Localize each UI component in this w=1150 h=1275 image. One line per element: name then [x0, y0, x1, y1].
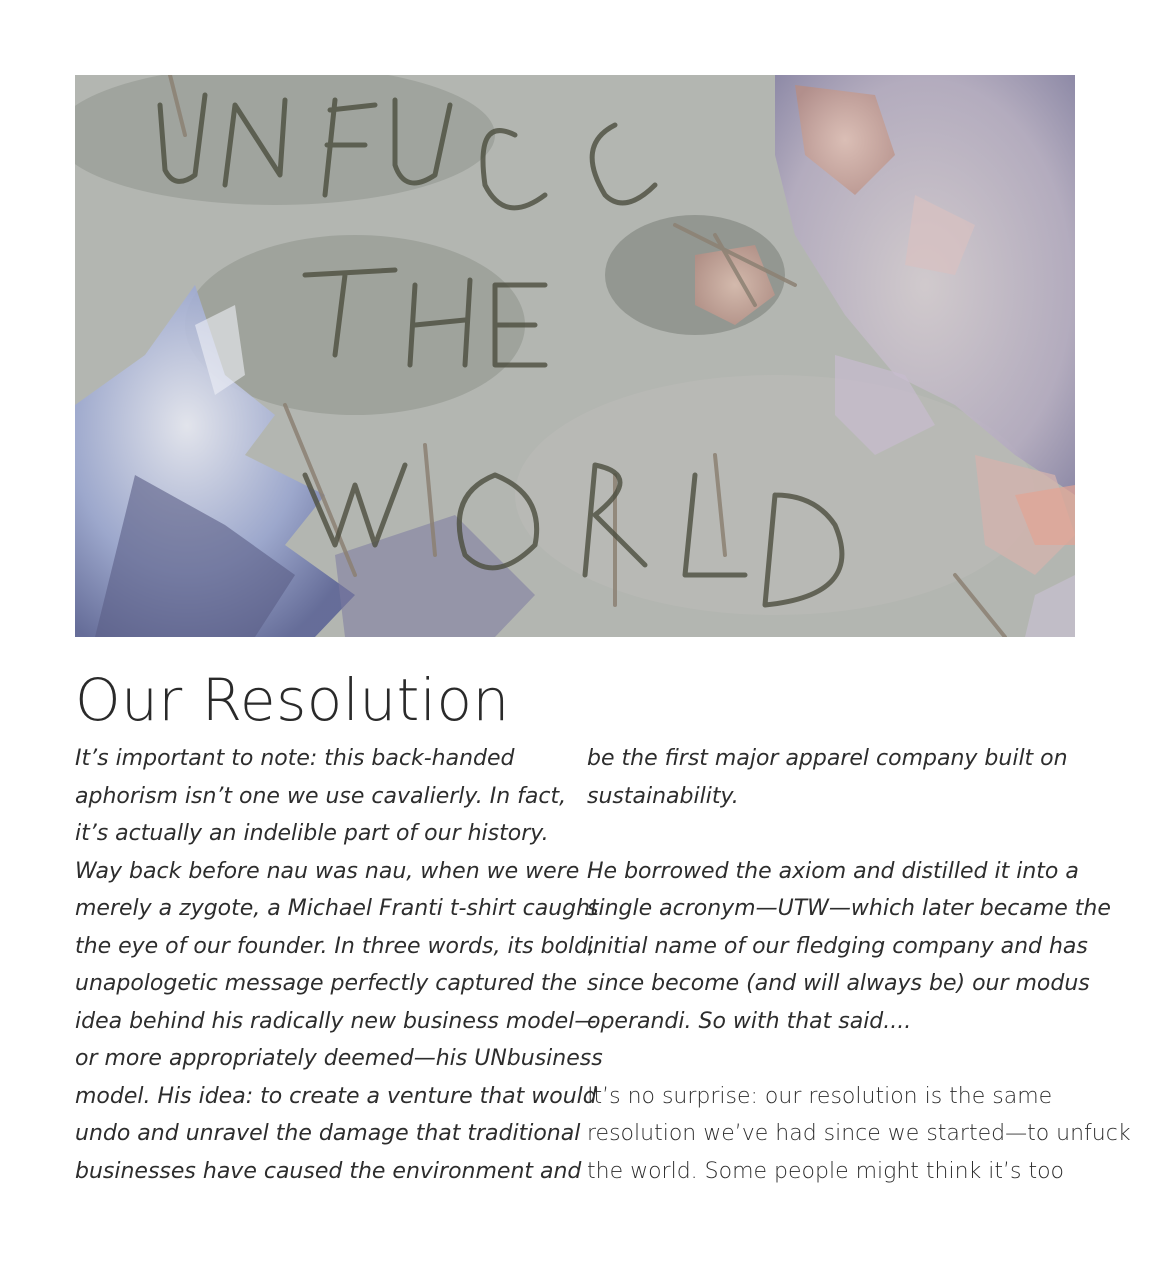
- paragraph-line: initial name of our fledging company and has: [587, 933, 1088, 959]
- paragraph-line: it’s actually an indelible part of our history.: [75, 821, 549, 846]
- paragraph-line: sustainability.: [587, 783, 739, 809]
- paragraph-line: merely a zygote, a Michael Franti t-shirt caught: [75, 896, 599, 921]
- paragraph-line: model. His idea: to create a venture that would: [75, 1083, 597, 1109]
- mud-writing-photo: [75, 75, 1075, 637]
- paragraph-line: businesses have caused the environment and: [75, 1158, 582, 1184]
- paragraph-resolution: [587, 1078, 1131, 1191]
- paragraph-line: the world. Some people might think it’s too: [587, 1158, 1065, 1184]
- article-column-right: [587, 740, 1131, 1190]
- paragraph-line: Way back before nau was nau, when we were: [75, 858, 580, 884]
- paragraph-line: or more appropriately deemed—his UNbusiness: [75, 1046, 603, 1071]
- paragraph-line: the eye of our founder. In three words, its bold,: [75, 933, 596, 959]
- paragraph-line: It’s important to note: this back-handed: [75, 746, 515, 771]
- paragraph-line: operandi. So with that said....: [587, 1008, 912, 1034]
- paragraph-continuation: [587, 740, 1067, 815]
- paragraph-line: single acronym—UTW—which later became the: [587, 896, 1111, 921]
- page-title: Our Resolution: [75, 666, 510, 734]
- paragraph-line: aphorism isn’t one we use cavalierly. In fact,: [75, 783, 567, 809]
- paragraph-line: undo and unravel the damage that traditional: [75, 1121, 581, 1146]
- paragraph-gap: [587, 1040, 1067, 1078]
- paragraph-acronym: [587, 853, 1111, 1041]
- hero-image: [75, 75, 1075, 637]
- paragraph-line: resolution we’ve had since we started—to unfuck: [587, 1121, 1131, 1146]
- article-column-left: [75, 740, 603, 1190]
- paragraph-line: It’s no surprise: our resolution is the same: [587, 1083, 1053, 1109]
- paragraph-line: since become (and will always be) our modus: [587, 971, 1090, 996]
- paragraph-line: be the first major apparel company built on: [587, 746, 1068, 771]
- paragraph-line: He borrowed the axiom and distilled it into a: [587, 858, 1079, 884]
- paragraph-gap: [587, 815, 1067, 853]
- paragraph-line: idea behind his radically new business model—: [75, 1008, 597, 1034]
- paragraph-line: unapologetic message perfectly captured the: [75, 971, 577, 996]
